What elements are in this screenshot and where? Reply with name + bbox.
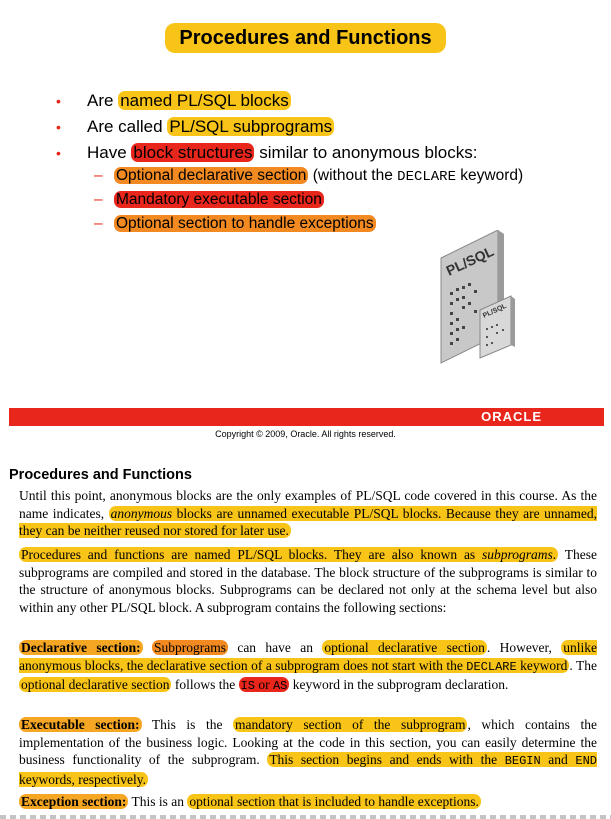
slide-title: Procedures and Functions [165,23,446,53]
sub-bullet-highlight: Optional section to handle exceptions [116,215,374,232]
page-footer-strip [0,815,611,819]
copyright-text: Copyright © 2009, Oracle. All rights reserved. [215,429,396,439]
para-highlight [239,677,290,692]
bullet-glyph: • [56,119,61,135]
plsql-label-big: PL/SQL [443,242,497,279]
sub-bullet-list [94,164,523,236]
bullet-text: Have [87,143,132,162]
bullet-list [56,88,477,166]
para-highlight: Subprograms [153,640,226,655]
declare-code: DECLARE [466,659,517,674]
para-text: blocks are unnamed executable PL/SQL blocks. Because they are unnamed, they can be neither reused nor stored for later use. [19,505,598,538]
para-text: , which contains the implementation of the business logic. Looking at the code in this section, you can easily determine the business functionality of the subprogram. [19,717,597,767]
para-text: can have an [227,640,323,655]
notes-paragraph-intro [19,487,597,540]
para-text: This section begins and ends with the [269,752,505,767]
begin-code: BEGIN [504,754,541,768]
declare-code: DECLARE [397,169,456,185]
para-highlight: optional section that is included to handle exceptions. [189,794,479,809]
end-code: END [575,754,597,768]
para-text: Procedures and functions are named PL/SQL blocks. They are also known as [21,547,483,562]
para-text: . [552,547,557,562]
sub-bullet-text: (without the [308,167,398,184]
bullet-highlight: PL/SQL subprograms [169,117,333,136]
bullet-text: similar to anonymous blocks: [254,143,478,162]
para-highlight: mandatory section of the subprogram [235,717,466,732]
para-text: or [254,677,273,692]
as-code: AS [272,679,288,693]
notes-paragraph-declarative [19,639,597,696]
dash-glyph: – [94,215,103,232]
sub-bullet-item [94,164,523,188]
sub-bullet-highlight: Optional declarative section [116,167,307,184]
notes-paragraph-subprograms [19,546,597,616]
sub-bullet-text: keyword) [455,167,524,184]
para-emphasis: anonymous [110,505,173,521]
bullet-item [56,140,477,166]
para-text [143,640,152,655]
plsql-label-small: PL/SQL [481,302,508,320]
oracle-footer-bar [9,408,604,426]
bullet-text: Are called [87,117,168,136]
bullet-highlight: block structures [133,143,253,162]
sub-bullet-item [94,188,523,212]
notes-heading: Procedures and Functions [9,467,192,483]
para-text: This is an [128,794,188,809]
plsql-block-icon [436,230,526,365]
para-text: . However, [486,640,562,655]
para-text: Until this point, anonymous blocks are the only examples of PL/SQL code covered in this course. As the name indicates, [19,488,597,521]
bullet-highlight: named PL/SQL blocks [120,91,289,110]
para-text: keyword in the subprogram declaration. [289,677,509,692]
is-code: IS [240,679,255,693]
notes-paragraph-executable [19,716,597,788]
dash-glyph: – [94,167,103,184]
oracle-logo: ORACLE [481,409,542,424]
section-label: Declarative section: [21,640,141,655]
dash-glyph: – [94,191,103,208]
para-text: keyword [516,657,568,673]
para-highlight [19,547,558,562]
para-text: . The [569,657,597,673]
para-text: keywords, respectively. [19,771,146,787]
sub-bullet-highlight: Mandatory executable section [116,191,322,208]
bullet-text: Are [87,91,119,110]
para-text: This is the [141,717,234,732]
para-highlight: optional declarative section [324,640,485,655]
para-emphasis: subprograms [482,547,553,562]
notes-paragraph-exception [19,793,597,811]
para-text: follows the [171,677,239,692]
bullet-item [56,88,477,114]
section-label: Exception section: [21,794,127,809]
bullet-glyph: • [56,145,61,161]
section-label: Executable section: [21,717,140,732]
para-highlight: optional declarative section [21,677,170,692]
para-text: and [540,752,576,767]
bullet-item [56,114,477,140]
para-text: These subprograms are compiled and stored in the database. The block structure of the subprograms is similar to the structure of anonymous blocks. Subprograms can be declared not only at the schema level but also within any other PL/SQL block. A subprogram contains the following sections: [19,547,597,615]
bullet-glyph: • [56,93,61,109]
para-text: unlike anonymous blocks, the declarative section of a subprogram does not start with the [19,640,598,673]
